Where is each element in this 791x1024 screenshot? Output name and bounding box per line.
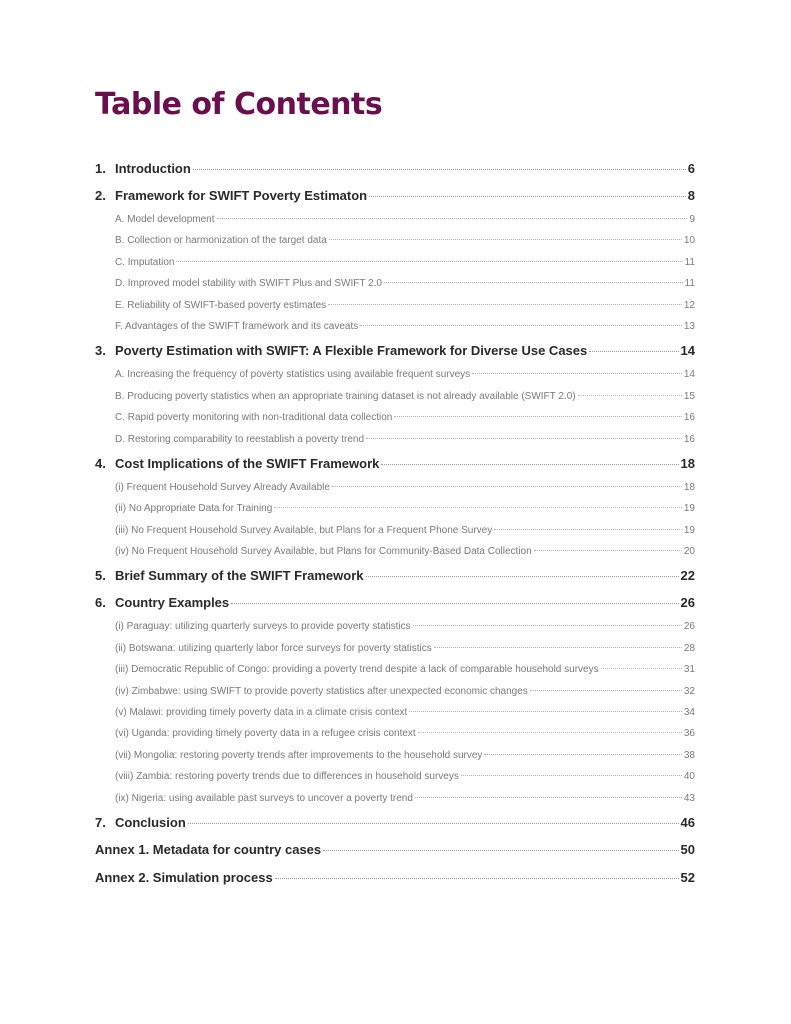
subsection-title: D. Improved model stability with SWIFT Plus and SWIFT 2.0 [115, 278, 382, 290]
toc-subsection[interactable] [95, 230, 695, 251]
toc-page-number: 10 [683, 235, 695, 247]
section-number: 7. [95, 814, 106, 830]
dot-leader [415, 797, 682, 798]
toc-page-number: 15 [683, 390, 695, 402]
page-title: Table of Contents [95, 87, 383, 122]
subsection-title: A. Model development [115, 214, 215, 225]
section-number: 6. [95, 595, 106, 611]
subsection-title: (vii) Mongolia: restoring poverty trends after improvements to the household survey [115, 749, 483, 761]
toc-entry-title [115, 295, 326, 316]
toc-subsection[interactable] [95, 638, 695, 659]
dot-leader [369, 196, 686, 197]
dot-leader [384, 282, 683, 283]
toc-page-number: 46 [680, 814, 695, 830]
toc-subsection[interactable] [95, 498, 695, 519]
toc-entry-title [115, 364, 470, 385]
toc-page-number: 6 [687, 161, 695, 176]
dot-leader [329, 239, 682, 240]
toc-entry-title [95, 864, 273, 892]
toc-entry-title [115, 209, 215, 230]
section-number: 5. [95, 568, 106, 584]
subsection-title: (iv) Zimbabwe: using SWIFT to provide poverty statistics after unexpected economic changes [115, 685, 528, 697]
subsection-title: (ix) Nigeria: using available past surveys to uncover a poverty trend [115, 792, 413, 804]
subsection-title: (viii) Zambia: restoring poverty trends due to differences in household surveys [115, 771, 459, 783]
toc-page-number: 18 [680, 455, 695, 471]
toc-entry-title [115, 788, 413, 809]
toc-page-number: 43 [683, 792, 695, 804]
dot-leader [188, 823, 679, 824]
toc-page-number: 19 [683, 503, 695, 515]
toc-section[interactable] [95, 562, 695, 589]
subsection-title: (v) Malawi: providing timely poverty data in a climate crisis context [115, 707, 408, 719]
toc-entry-title [115, 316, 358, 337]
dot-leader [484, 754, 681, 755]
toc-page-number: 31 [683, 664, 695, 676]
toc-subsection[interactable] [95, 386, 695, 407]
toc-annex[interactable] [95, 836, 695, 864]
section-title: Introduction [115, 161, 191, 176]
subsection-title: (vi) Uganda: providing timely poverty data in a refugee crisis context [115, 728, 416, 740]
toc-subsection[interactable] [95, 681, 695, 702]
toc-entry-title [115, 638, 432, 659]
toc-page-number: 40 [683, 771, 695, 783]
toc-entry-title [115, 429, 364, 450]
section-number: 3. [95, 343, 106, 359]
section-title: Country Examples [115, 595, 230, 611]
dot-leader [413, 625, 682, 626]
toc-subsection[interactable] [95, 364, 695, 385]
toc-page-number: 16 [683, 412, 695, 424]
dot-leader [231, 603, 678, 604]
toc-section[interactable] [95, 337, 695, 364]
dot-leader [418, 732, 682, 733]
toc-entry-title [115, 745, 482, 766]
toc-entry-title [115, 723, 416, 744]
toc-section[interactable] [95, 450, 695, 477]
dot-leader [578, 395, 682, 396]
subsection-title: C. Rapid poverty monitoring with non-traditional data collection [115, 412, 393, 424]
subsection-title: (iv) No Frequent Household Survey Available, but Plans for Community-Based Data Collection [115, 546, 532, 558]
annex-title: Annex 2. Simulation process [95, 869, 273, 885]
dot-leader [275, 878, 679, 879]
toc-entry-title [95, 809, 186, 836]
toc-page-number: 36 [683, 728, 695, 740]
toc-entry-title [115, 273, 382, 294]
dot-leader [534, 550, 682, 551]
toc-entry-title [115, 616, 411, 637]
toc-page-number: 13 [683, 320, 695, 332]
section-title: Framework for SWIFT Poverty Estimaton [115, 188, 368, 203]
toc-subsection[interactable] [95, 659, 695, 680]
toc-entry-title [115, 498, 272, 519]
subsection-title: (i) Paraguay: utilizing quarterly surveys to provide poverty statistics [115, 621, 411, 633]
toc-page-number: 32 [683, 685, 695, 697]
toc-page-number: 26 [680, 595, 695, 611]
toc-page-number: 14 [683, 369, 695, 381]
toc-page-number: 28 [683, 642, 695, 654]
toc-section[interactable] [95, 182, 695, 209]
section-title: Brief Summary of the SWIFT Framework [115, 568, 364, 584]
toc-section[interactable] [95, 589, 695, 616]
subsection-title: (ii) Botswana: utilizing quarterly labor force surveys for poverty statistics [115, 642, 432, 654]
subsection-title: B. Collection or harmonization of the target data [115, 235, 327, 247]
section-number: 1. [95, 161, 106, 176]
toc-page-number: 18 [683, 481, 695, 493]
toc-page-number: 16 [683, 433, 695, 445]
dot-leader [193, 169, 686, 170]
toc-page-number: 12 [683, 299, 695, 311]
toc-entry-title [115, 230, 327, 251]
dot-leader [176, 261, 682, 262]
toc-page-number: 52 [680, 869, 695, 885]
toc-subsection[interactable] [95, 252, 695, 273]
dot-leader [381, 464, 678, 465]
toc-subsection[interactable] [95, 541, 695, 562]
toc-page-number: 20 [683, 546, 695, 558]
toc-subsection[interactable] [95, 209, 695, 230]
toc-section[interactable] [95, 809, 695, 836]
toc-page-number: 11 [684, 256, 695, 268]
toc-subsection[interactable] [95, 477, 695, 498]
dot-leader [589, 351, 678, 352]
toc-entry-title [115, 386, 576, 407]
section-title: Poverty Estimation with SWIFT: A Flexible Framework for Diverse Use Cases [115, 343, 588, 359]
toc-entry-title [95, 562, 364, 589]
toc-entry-title [95, 182, 367, 209]
subsection-title: C. Imputation [115, 256, 175, 268]
dot-leader [394, 416, 682, 417]
section-title: Cost Implications of the SWIFT Framework [115, 455, 380, 471]
toc-entry-title [115, 520, 492, 541]
toc-entry-title [115, 766, 459, 787]
toc-subsection[interactable] [95, 766, 695, 787]
toc-subsection[interactable] [95, 316, 695, 337]
toc-subsection[interactable] [95, 520, 695, 541]
toc-subsection[interactable] [95, 407, 695, 428]
toc-page-number: 34 [683, 707, 695, 719]
toc-subsection[interactable] [95, 616, 695, 637]
toc-entry-title [95, 836, 321, 864]
subsection-title: F. Advantages of the SWIFT framework and its caveats [115, 320, 359, 332]
section-title: Conclusion [115, 814, 186, 830]
toc-entry-title [115, 252, 174, 273]
subsection-title: (iii) No Frequent Household Survey Available, but Plans for a Frequent Phone Survey [115, 524, 493, 536]
dot-leader [328, 304, 682, 305]
toc-entry-title [115, 702, 407, 723]
toc-entry-title [115, 659, 599, 680]
dot-leader [274, 507, 682, 508]
toc-entry-title [95, 337, 587, 364]
dot-leader [366, 576, 679, 577]
subsection-title: A. Increasing the frequency of poverty statistics using available frequent surveys [115, 369, 471, 381]
toc-subsection[interactable] [95, 273, 695, 294]
toc-page-number: 50 [680, 841, 695, 857]
toc-page-number: 26 [683, 621, 695, 633]
toc-page-number: 11 [684, 278, 695, 290]
toc-entry-title [115, 407, 392, 428]
section-number: 4. [95, 455, 106, 471]
subsection-title: (ii) No Appropriate Data for Training [115, 503, 273, 515]
toc-page-number: 8 [687, 188, 695, 203]
toc-subsection[interactable] [95, 429, 695, 450]
section-number: 2. [95, 188, 106, 203]
subsection-title: (i) Frequent Household Survey Already Available [115, 481, 330, 493]
toc-page-number: 22 [680, 568, 695, 584]
toc-entry-title [95, 155, 191, 182]
subsection-title: D. Restoring comparability to reestablish a poverty trend [115, 433, 365, 445]
toc-entry-title [115, 681, 528, 702]
annex-title: Annex 1. Metadata for country cases [95, 841, 322, 857]
toc-list [95, 155, 695, 892]
toc-subsection[interactable] [95, 745, 695, 766]
subsection-title: (iii) Democratic Republic of Congo: providing a poverty trend despite a lack of comparable household surveys [115, 664, 599, 676]
toc-page-number: 19 [683, 524, 695, 536]
toc-annex[interactable] [95, 864, 695, 892]
subsection-title: B. Producing poverty statistics when an appropriate training dataset is not already available (SWIFT 2.0) [115, 390, 576, 402]
dot-leader [494, 529, 682, 530]
dot-leader [360, 325, 682, 326]
toc-subsection[interactable] [95, 702, 695, 723]
toc-subsection[interactable] [95, 788, 695, 809]
dot-leader [434, 647, 682, 648]
dot-leader [217, 218, 688, 219]
toc-section[interactable] [95, 155, 695, 182]
dot-leader [323, 850, 678, 851]
dot-leader [332, 486, 682, 487]
dot-leader [461, 775, 682, 776]
toc-subsection[interactable] [95, 723, 695, 744]
toc-page-number: 38 [683, 749, 695, 761]
toc-entry-title [95, 450, 379, 477]
toc-page-number: 14 [680, 343, 695, 359]
toc-page [95, 84, 695, 892]
dot-leader [601, 668, 682, 669]
dot-leader [366, 438, 682, 439]
dot-leader [409, 711, 682, 712]
toc-entry-title [115, 541, 532, 562]
dot-leader [530, 690, 682, 691]
toc-entry-title [115, 477, 330, 498]
toc-entry-title [95, 589, 229, 616]
toc-subsection[interactable] [95, 295, 695, 316]
subsection-title: E. Reliability of SWIFT-based poverty estimates [115, 299, 327, 311]
toc-page-number: 9 [689, 214, 695, 225]
dot-leader [472, 373, 682, 374]
